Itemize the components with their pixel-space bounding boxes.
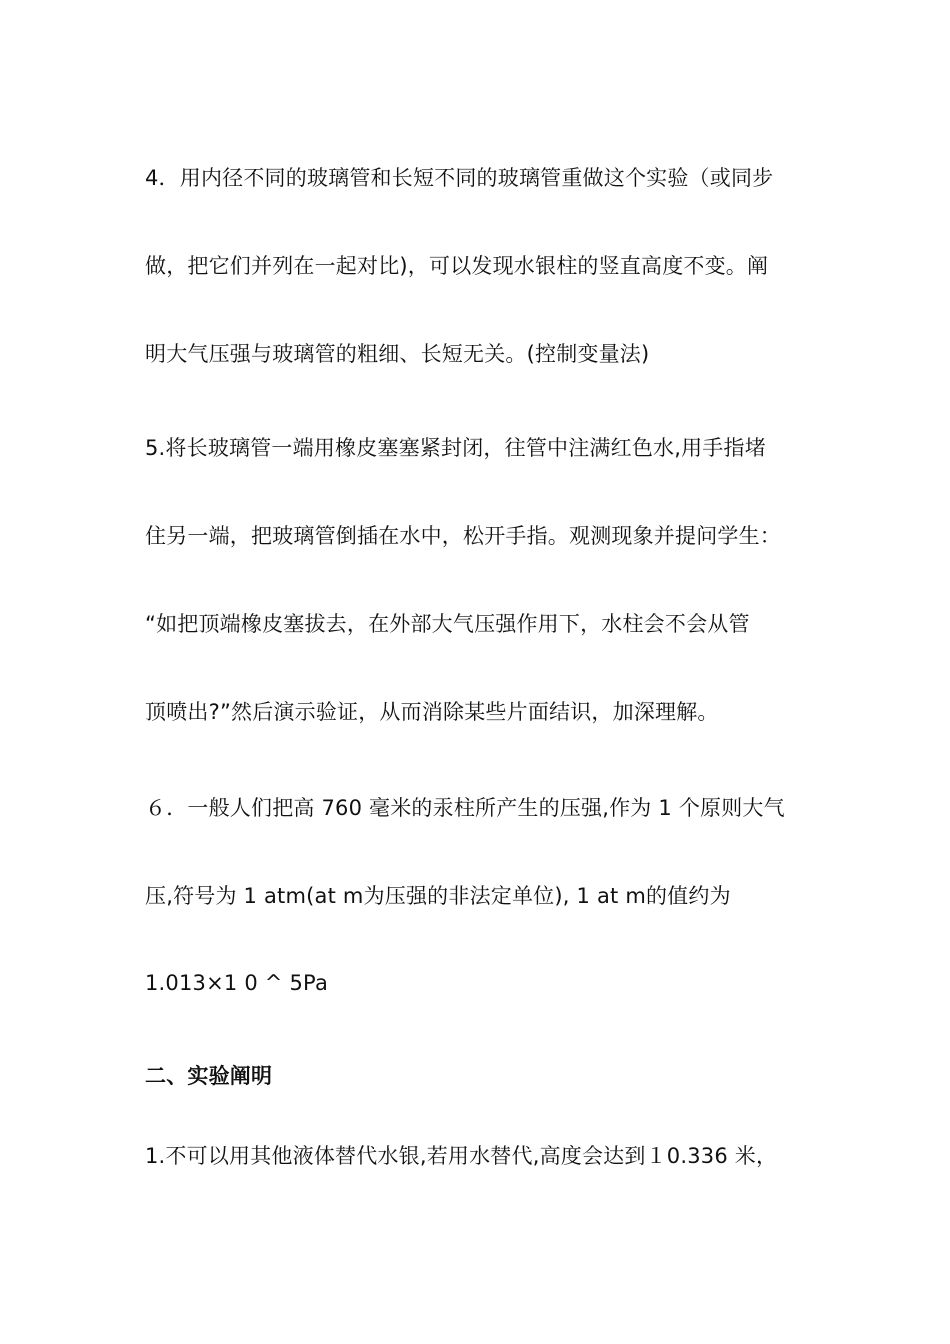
section-heading: 二、实验阐明 — [145, 1064, 273, 1088]
paragraph-5-line-1: 5.将长玻璃管一端用橡皮塞塞紧封闭，往管中注满红色水,用手指堵 — [145, 436, 766, 460]
paragraph-6-line-3: 1.013×1 0 ^ 5Pa — [145, 971, 329, 995]
paragraph-6-line-1: ６．一般人们把高 760 毫米的汞柱所产生的压强,作为 1 个原则大气 — [145, 796, 785, 820]
paragraph-5-line-2: 住另一端，把玻璃管倒插在水中，松开手指。观测现象并提问学生： — [145, 524, 781, 548]
paragraph-4-line-2: 做，把它们并列在一起对比)，可以发现水银柱的竖直高度不变。阐 — [145, 254, 769, 278]
paragraph-4-line-3: 明大气压强与玻璃管的粗细、长短无关。(控制变量法) — [145, 342, 650, 366]
paragraph-7-line-1: 1.不可以用其他液体替代水银,若用水替代,高度会达到１0.336 米， — [145, 1144, 778, 1168]
paragraph-4-line-1: 4．用内径不同的玻璃管和长短不同的玻璃管重做这个实验（或同步 — [145, 166, 774, 190]
paragraph-5-line-4: 顶喷出?”然后演示验证，从而消除某些片面结识，加深理解。 — [145, 700, 719, 724]
paragraph-6-line-2: 压,符号为 1 atm(at m为压强的非法定单位), 1 at m的值约为 — [145, 884, 731, 908]
paragraph-5-line-3: “如把顶端橡皮塞拔去，在外部大气压强作用下，水柱会不会从管 — [145, 612, 750, 636]
